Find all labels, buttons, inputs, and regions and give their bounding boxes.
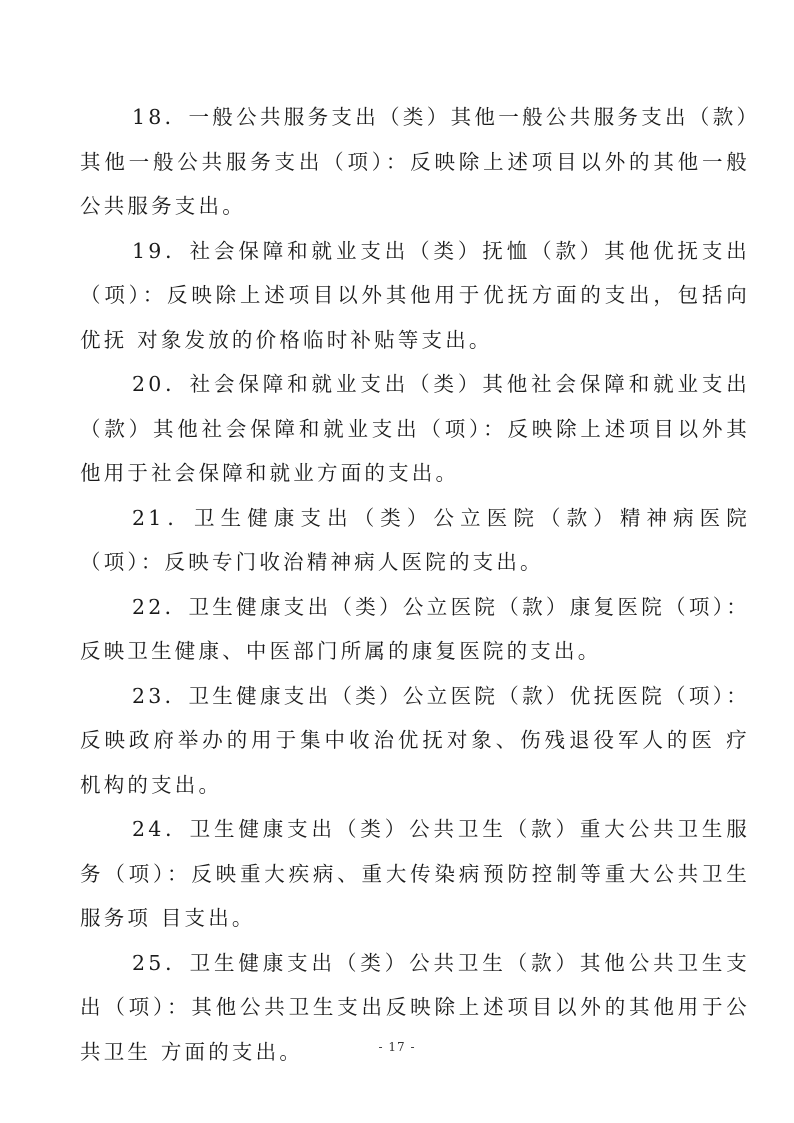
paragraph-23: 23．卫生健康支出（类）公立医院（款）优抚医院（项）：反映政府举办的用于集中收治优抚对象、伤残退役军人的医 疗机构的支出。 xyxy=(80,683,750,797)
document-body xyxy=(80,95,750,1074)
page-number: - 17 - xyxy=(378,1040,416,1054)
paragraph-20: 20．社会保障和就业支出（类）其他社会保障和就业支出（款）其他社会保障和就业支出（项）：反映除上述项目以外其他用于社会保障和就业方面的支出。 xyxy=(80,372,750,485)
paragraph-24: 24．卫生健康支出（类）公共卫生（款）重大公共卫生服务（项）：反映重大疾病、重大传染病预防控制等重大公共卫生服务项 目支出。 xyxy=(80,817,750,930)
paragraph-22: 22．卫生健康支出（类）公立医院（款）康复医院（项）：反映卫生健康、中医部门所属的康复医院的支出。 xyxy=(80,594,750,663)
paragraph-19: 19．社会保障和就业支出（类）抚恤（款）其他优抚支出（项）：反映除上述项目以外其他用于优抚方面的支出，包括向优抚 对象发放的价格临时补贴等支出。 xyxy=(80,238,750,352)
paragraph-21: 21．卫生健康支出（类）公立医院（款）精神病医院（项）：反映专门收治精神病人医院的支出。 xyxy=(80,505,750,574)
paragraph-18: 18．一般公共服务支出（类）其他一般公共服务支出（款）其他一般公共服务支出（项）：反映除上述项目以外的其他一般公共服务支出。 xyxy=(80,105,750,218)
paragraph-25: 25．卫生健康支出（类）公共卫生（款）其他公共卫生支出（项）：其他公共卫生支出反映除上述项目以外的其他用于公共卫生 方面的支出。 xyxy=(80,950,750,1064)
